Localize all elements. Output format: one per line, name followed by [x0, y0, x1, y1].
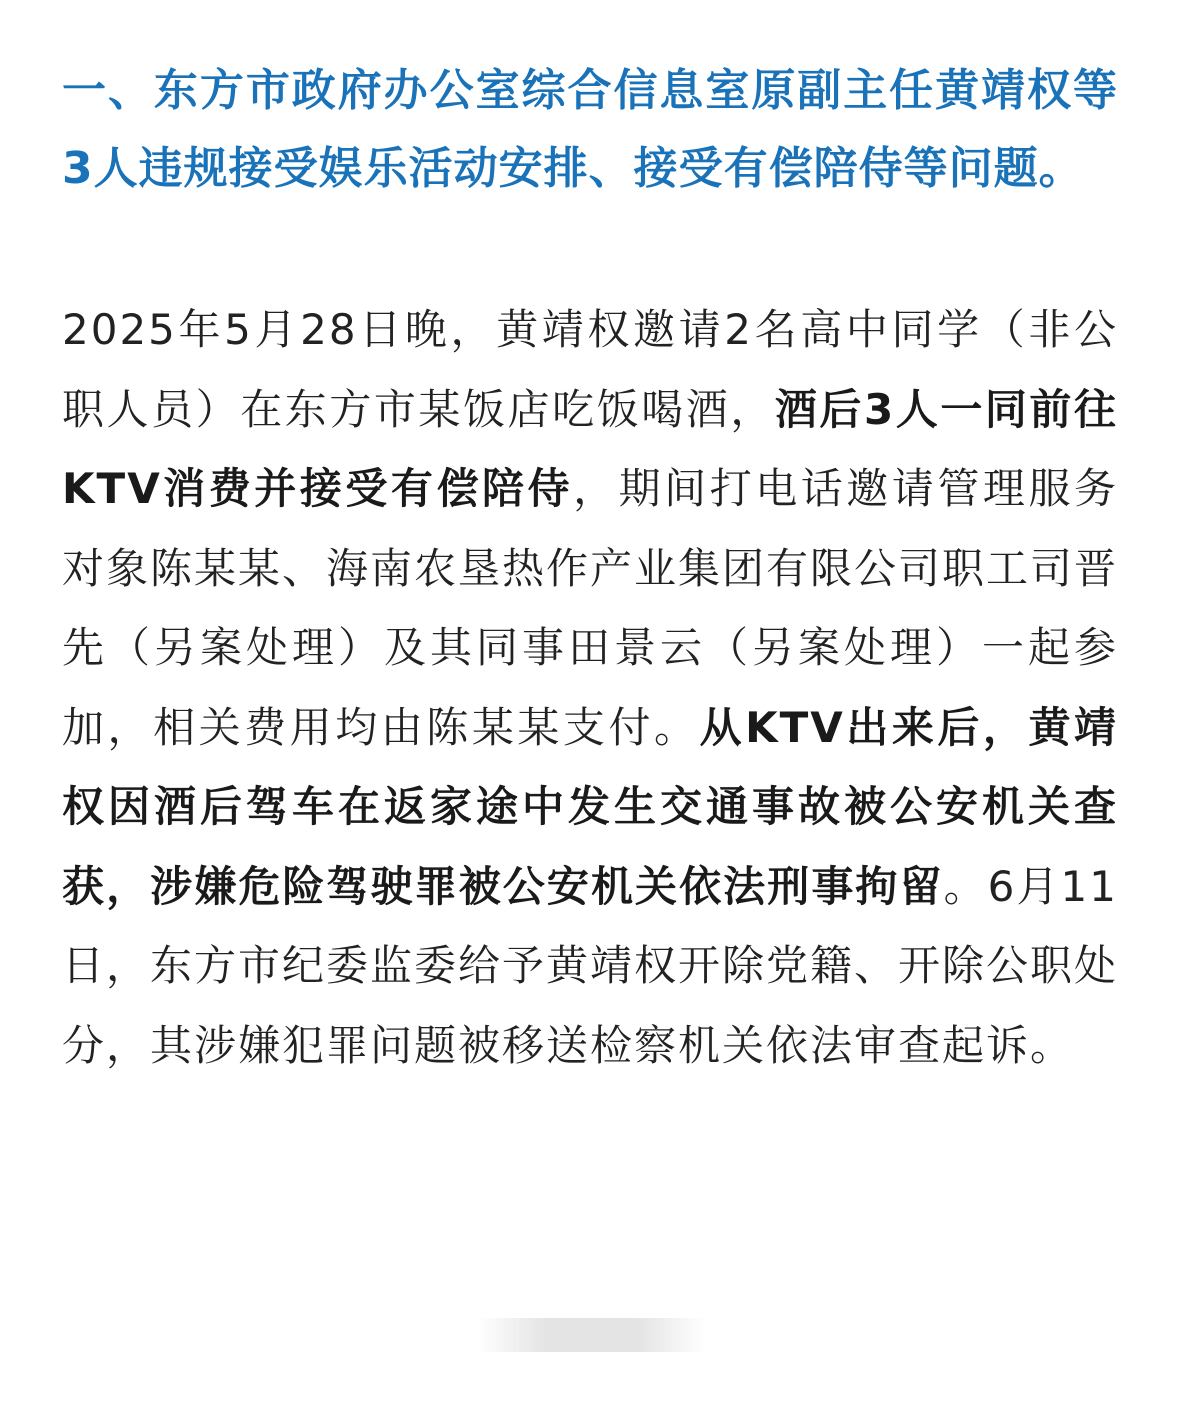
paragraph-bold-text: 酒后3人一同前往KTV消费并接受有偿陪侍 — [62, 384, 1118, 513]
paragraph-text: 2025年5月28日晚，黄靖权邀请2名高中同学（非公职人员）在东方市某饭店吃饭喝酒， — [62, 305, 1118, 434]
watermark — [478, 1318, 706, 1352]
body-paragraph — [62, 290, 1118, 1085]
paragraph-text: ，期间打电话邀请管理服务对象陈某某、海南农垦热作产业集团有限公司职工司晋先（另案处理）及其同事田景云（另案处理）一起参加，相关费用均由陈某某支付。 — [62, 464, 1119, 752]
paragraph-bold-text: 从KTV出来后，黄靖权因酒后驾车在返家途中发生交通事故被公安机关查获，涉嫌危险驾驶罪被公安机关依法刑事拘留 — [62, 702, 1118, 911]
paragraph-text: 。6月11日，东方市纪委监委给予黄靖权开除党籍、开除公职处分，其涉嫌犯罪问题被移送检察机关依法审查起诉。 — [62, 861, 1119, 1070]
section-heading: 一、东方市政府办公室综合信息室原副主任黄靖权等3人违规接受娱乐活动安排、接受有偿陪侍等问题。 — [62, 65, 1118, 194]
article — [62, 52, 1118, 1085]
